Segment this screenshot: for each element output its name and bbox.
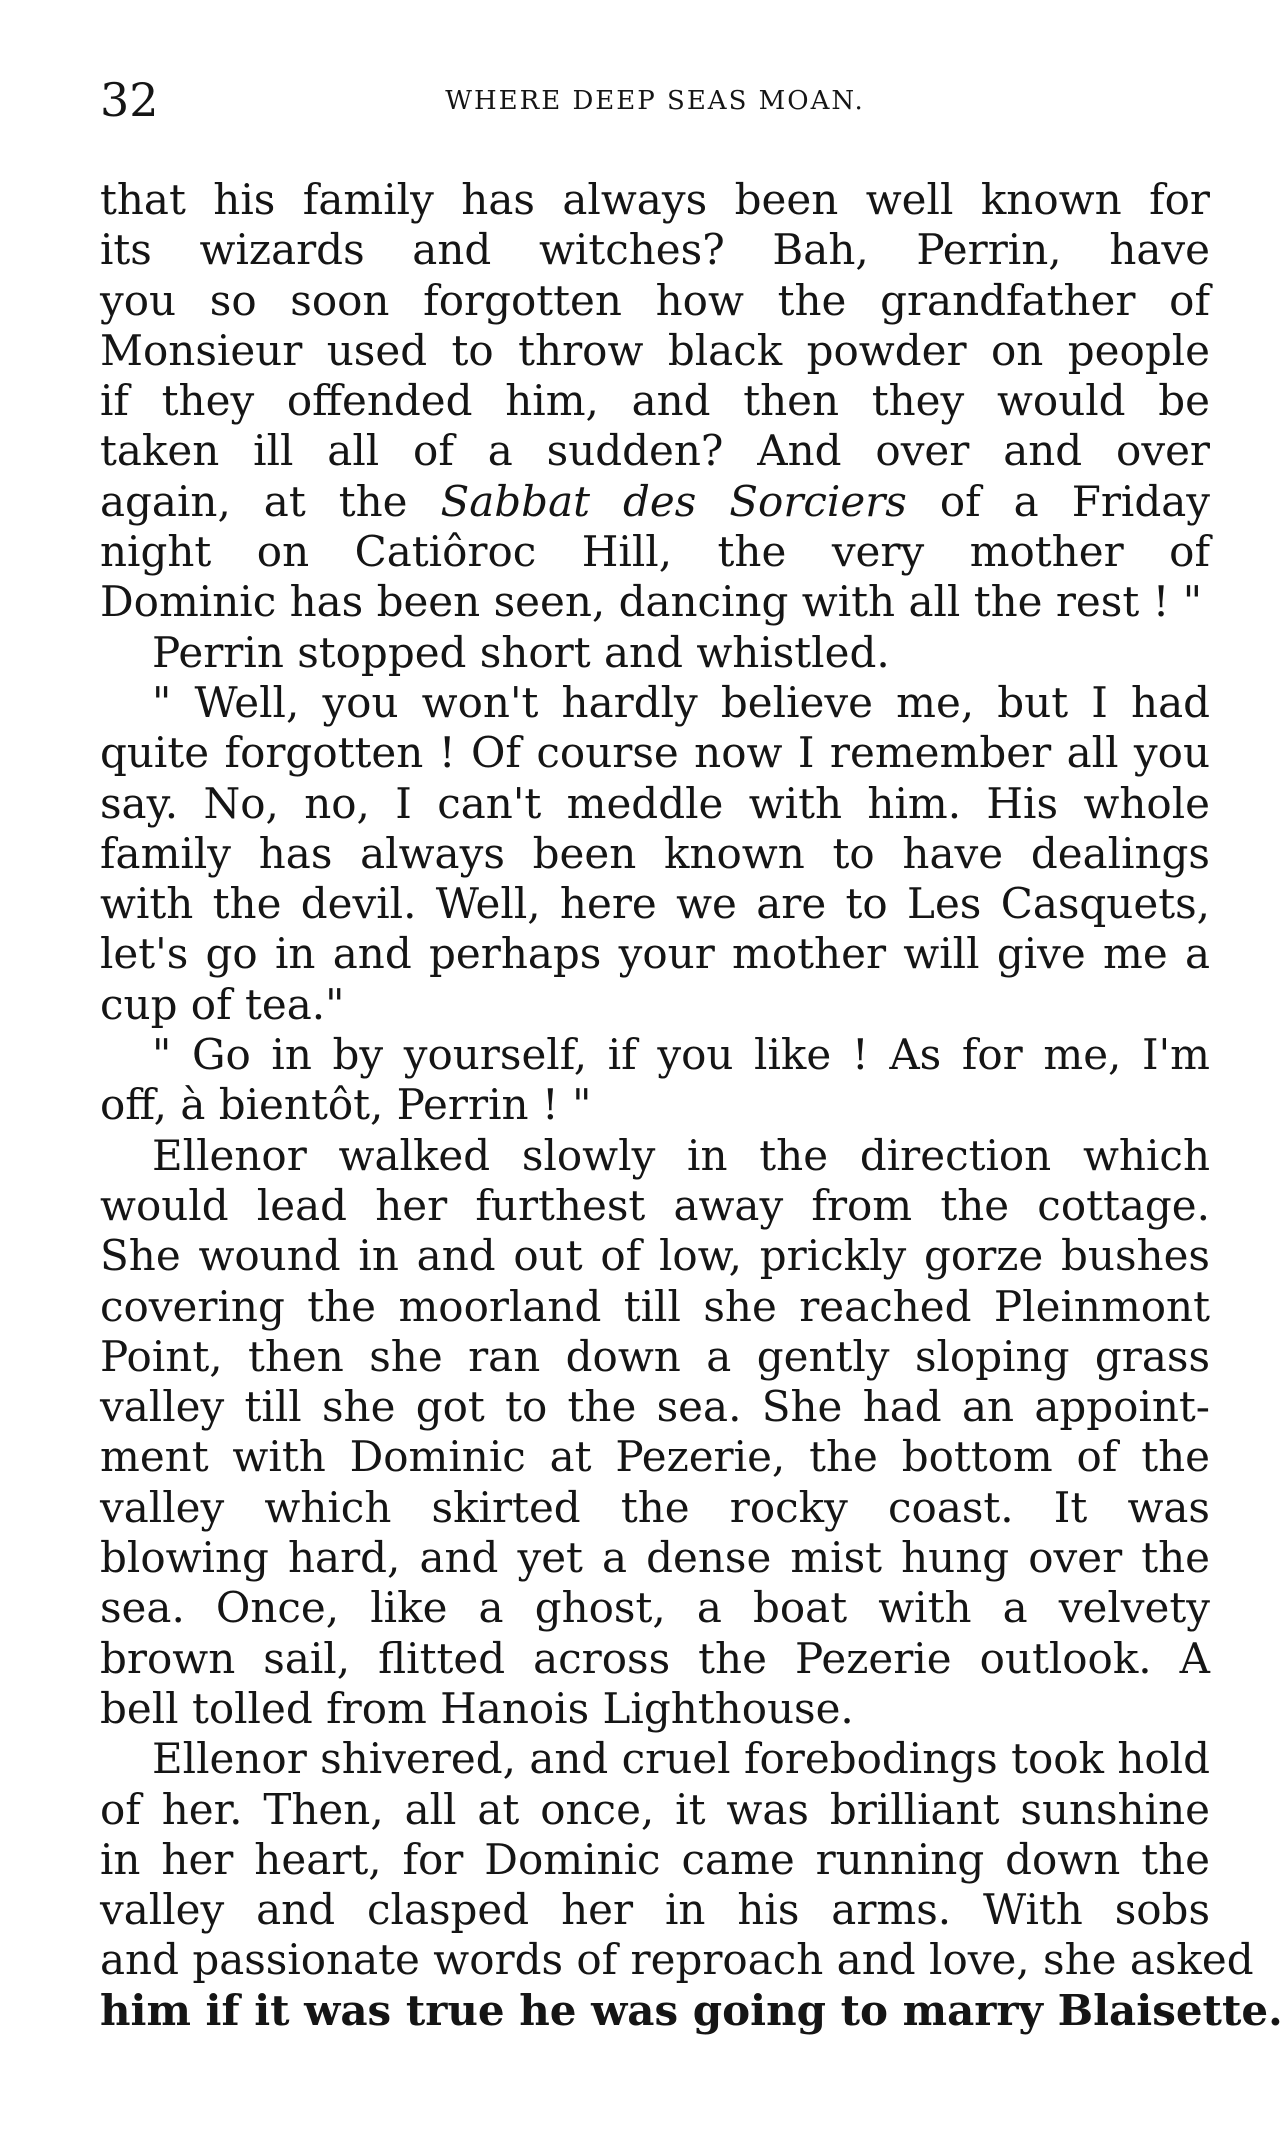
- text-line: She wound in and out of low, prickly gorze bushes: [100, 1231, 1210, 1281]
- text-line: covering the moorland till she reached Pleinmont: [100, 1281, 1210, 1331]
- text-line: and passionate words of reproach and love, she asked: [100, 1935, 1254, 1985]
- text-line: say. No, no, I can't meddle with him. His whole: [100, 778, 1210, 828]
- text-line: [100, 477, 1210, 527]
- text-line: in her heart, for Dominic came running down the: [100, 1834, 1210, 1884]
- body-text: [100, 175, 1283, 2036]
- text-segment: of a Friday: [906, 476, 1210, 526]
- text-line: him if it was true he was going to marry Blaisette.: [100, 1985, 1283, 2035]
- running-title: WHERE DEEP SEAS MOAN.: [445, 86, 865, 116]
- text-line: brown sail, flitted across the Pezerie outlook. A: [100, 1633, 1210, 1683]
- text-line: family has always been known to have dealings: [100, 828, 1210, 878]
- text-line: let's go in and perhaps your mother will give me a: [100, 929, 1210, 979]
- text-line: valley till she got to the sea. She had an appoint-: [100, 1382, 1210, 1432]
- text-line: bell tolled from Hanois Lighthouse.: [100, 1683, 854, 1733]
- text-line: valley and clasped her in his arms. With sobs: [100, 1885, 1210, 1935]
- text-line: valley which skirted the rocky coast. It was: [100, 1482, 1210, 1532]
- text-line: of her. Then, all at once, it was brilliant sunshine: [100, 1784, 1210, 1834]
- text-line: " Well, you won't hardly believe me, but I had: [152, 677, 1210, 727]
- text-line: Dominic has been seen, dancing with all the rest ! ": [100, 577, 1203, 627]
- text-line: sea. Once, like a ghost, a boat with a velvety: [100, 1583, 1210, 1633]
- text-line: " Go in by yourself, if you like ! As for me, I'm: [152, 1030, 1210, 1080]
- text-line: off, à bientôt, Perrin ! ": [100, 1080, 592, 1130]
- text-line: Perrin stopped short and whistled.: [152, 627, 890, 677]
- text-line: if they offended him, and then they would be: [100, 376, 1210, 426]
- text-line: ment with Dominic at Pezerie, the bottom of the: [100, 1432, 1210, 1482]
- running-head: [100, 70, 1210, 130]
- text-line: night on Catiôroc Hill, the very mother of: [100, 527, 1210, 577]
- italic-phrase: Sabbat des Sorciers: [440, 476, 907, 526]
- text-line: that his family has always been well known for: [100, 175, 1210, 224]
- page-number: 32: [100, 73, 159, 127]
- text-segment: again, at the: [100, 476, 441, 526]
- text-line: Ellenor walked slowly in the direction which: [152, 1130, 1210, 1180]
- text-line: taken ill all of a sudden? And over and over: [100, 426, 1210, 476]
- text-line: its wizards and witches? Bah, Perrin, have: [100, 225, 1210, 275]
- text-line: with the devil. Well, here we are to Les Casquets,: [100, 879, 1210, 929]
- text-line: Ellenor shivered, and cruel forebodings took hold: [152, 1734, 1210, 1784]
- text-line: blowing hard, and yet a dense mist hung over the: [100, 1533, 1210, 1583]
- text-line: Monsieur used to throw black powder on people: [100, 325, 1210, 375]
- text-line: cup of tea.": [100, 979, 345, 1029]
- text-line: would lead her furthest away from the cottage.: [100, 1180, 1210, 1230]
- text-line: Point, then she ran down a gently sloping grass: [100, 1331, 1210, 1381]
- text-line: you so soon forgotten how the grandfather of: [100, 275, 1210, 325]
- text-line: quite forgotten ! Of course now I remember all you: [100, 728, 1210, 778]
